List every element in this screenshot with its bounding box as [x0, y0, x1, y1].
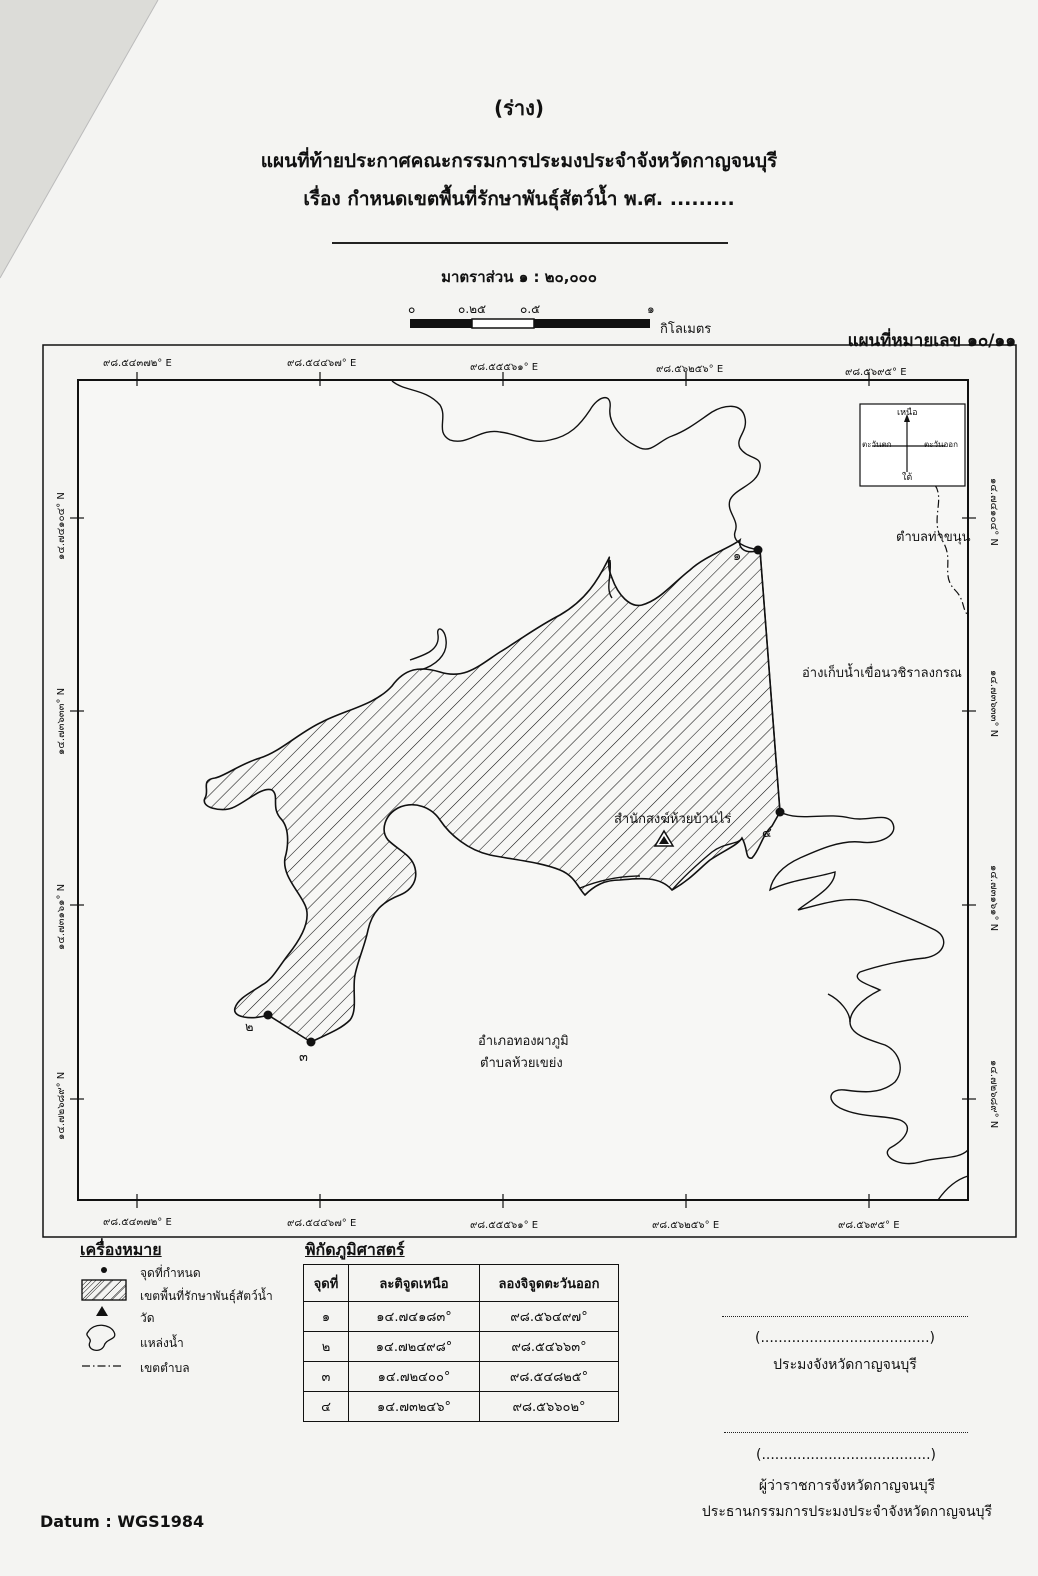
right-lat-label-2: ๑๔.๗๓๖๓๓° N — [988, 670, 999, 738]
scalebar-label-025: ๐.๒๕ — [458, 302, 487, 316]
legend-label-boundary: เขตตำบล — [140, 1361, 190, 1375]
top-lon-label-5: ๙๘.๕๖๙๕° E — [845, 367, 907, 378]
coordinates-table — [303, 1264, 619, 1422]
cell-lon: ๙๘.๕๔๘๒๕° — [480, 1362, 619, 1392]
col-header-lon: ลองจิจูดตะวันออก — [480, 1265, 619, 1302]
subdistrict-huai-khayeng-label: ตำบลห้วยเขย่ง — [480, 1056, 563, 1071]
point-label-4: ๔ — [762, 826, 772, 841]
col-header-point: จุดที่ — [304, 1265, 349, 1302]
signature-2-title-1: ผู้ว่าราชการจังหวัดกาญจนบุรี — [758, 1478, 936, 1494]
point-label-1: ๑ — [733, 549, 742, 564]
left-lat-label-4: ๑๔.๗๒๖๘๙° N — [56, 1071, 67, 1140]
right-lat-label-1: ๑๔.๗๔๑๐๔° N — [988, 478, 999, 546]
table-row — [304, 1392, 619, 1422]
coordinates-title: พิกัดภูมิศาสตร์ — [305, 1240, 405, 1259]
point-label-2: ๒ — [245, 1020, 254, 1035]
temple-triangle-icon — [96, 1306, 108, 1316]
scalebar-label-0: ๐ — [408, 302, 416, 316]
legend-label-water: แหล่งน้ำ — [140, 1336, 184, 1350]
point-1-marker — [754, 546, 763, 555]
temple-label: สำนักสงฆ์ห้วยบ้านไร่ — [614, 812, 732, 827]
legend-label-zone: เขตพื้นที่รักษาพันธุ์สัตว์น้ำ — [140, 1289, 273, 1303]
cell-lon: ๙๘.๕๖๖๐๒° — [480, 1392, 619, 1422]
scalebar-label-05: ๐.๕ — [520, 302, 541, 316]
top-lon-label-1: ๙๘.๕๔๓๗๒° E — [103, 358, 172, 369]
left-lat-label-2: ๑๔.๗๓๖๓๓° N — [56, 687, 67, 755]
left-lat-label-3: ๑๔.๗๓๑๖๑° N — [56, 883, 67, 950]
legend-label-temple: วัด — [140, 1311, 155, 1325]
scalebar-label-1: ๑ — [647, 302, 655, 316]
table-row — [304, 1302, 619, 1332]
subdistrict-tha-khanun-label: ตำบลท่าขนุน — [896, 530, 971, 545]
bottom-lon-label-1: ๙๘.๕๔๓๗๒° E — [103, 1217, 172, 1228]
datum-label: Datum : WGS1984 — [40, 1512, 205, 1531]
top-lon-label-2: ๙๘.๕๔๔๖๗° E — [287, 358, 357, 369]
title-line-1: แผนที่ท้ายประกาศคณะกรรมการประมงประจำจังหวัดกาญจนบุรี — [260, 150, 778, 172]
bottom-lon-label-5: ๙๘.๕๖๙๕° E — [838, 1220, 900, 1231]
water-body-icon — [87, 1325, 115, 1350]
right-lat-label-4: ๑๔.๗๒๖๘๙° N — [988, 1060, 999, 1129]
left-lat-label-1: ๑๔.๗๔๑๐๔° N — [56, 492, 67, 560]
cell-point: ๓ — [304, 1362, 349, 1392]
north-label: เหนือ — [897, 408, 918, 418]
legend-title: เครื่องหมาย — [80, 1240, 162, 1259]
bottom-lon-label-2: ๙๘.๕๔๔๖๗° E — [287, 1218, 357, 1229]
cell-lon: ๙๘.๕๔๖๖๓° — [480, 1332, 619, 1362]
bottom-lon-label-4: ๙๘.๕๖๒๕๖° E — [652, 1220, 720, 1231]
bottom-lon-label-3: ๙๘.๕๕๕๖๑° E — [470, 1220, 539, 1231]
signature-2-name: (......................................) — [755, 1447, 937, 1463]
point-2-marker — [264, 1011, 273, 1020]
sheet-number: แผนที่หมายเลข ๑๐/๑๑ — [847, 331, 1016, 351]
top-lon-label-4: ๙๘.๕๖๒๕๖° E — [656, 364, 724, 375]
signature-line-1 — [722, 1316, 968, 1317]
point-label-3: ๓ — [299, 1050, 308, 1065]
cell-lat: ๑๔.๗๓๒๔๖° — [349, 1392, 480, 1422]
west-label: ตะวันตก — [862, 440, 892, 449]
district-label: อำเภอทองผาภูมิ — [478, 1034, 569, 1049]
scalebar-unit: กิโลเมตร — [660, 322, 712, 337]
signature-2-title-2: ประธานกรรมการประมงประจำจังหวัดกาญจนบุรี — [701, 1504, 993, 1520]
table-header-row — [304, 1265, 619, 1302]
east-label: ตะวันออก — [924, 440, 958, 449]
cell-lon: ๙๘.๕๖๔๙๗° — [480, 1302, 619, 1332]
legend-icons — [80, 1262, 140, 1382]
draft-label: (ร่าง) — [493, 96, 545, 120]
table-row — [304, 1332, 619, 1362]
south-label: ใต้ — [902, 473, 913, 483]
right-lat-label-3: ๑๔.๗๓๑๖๑° N — [988, 865, 999, 932]
cell-lat: ๑๔.๗๒๔๙๘° — [349, 1332, 480, 1362]
signature-1-name: (......................................) — [754, 1330, 936, 1346]
table-row — [304, 1362, 619, 1392]
point-4-marker — [776, 808, 785, 817]
reservoir-label: อ่างเก็บน้ำเขื่อนวชิราลงกรณ — [802, 666, 962, 681]
signature-line-2 — [724, 1432, 968, 1433]
col-header-lat: ละติจูดเหนือ — [349, 1265, 480, 1302]
scale-text: มาตราส่วน ๑ : ๒๐,๐๐๐ — [441, 268, 597, 286]
title-line-2: เรื่อง กำหนดเขตพื้นที่รักษาพันธุ์สัตว์น้ำ พ.ศ. ......... — [303, 188, 735, 210]
point-icon — [101, 1267, 107, 1273]
cell-point: ๔ — [304, 1392, 349, 1422]
cell-point: ๑ — [304, 1302, 349, 1332]
top-lon-label-3: ๙๘.๕๕๕๖๑° E — [470, 362, 539, 373]
cell-lat: ๑๔.๗๔๑๘๓° — [349, 1302, 480, 1332]
legend-label-point: จุดที่กำหนด — [140, 1266, 201, 1280]
cell-point: ๒ — [304, 1332, 349, 1362]
signature-1-title: ประมงจังหวัดกาญจนบุรี — [773, 1357, 917, 1373]
cell-lat: ๑๔.๗๒๔๐๐° — [349, 1362, 480, 1392]
